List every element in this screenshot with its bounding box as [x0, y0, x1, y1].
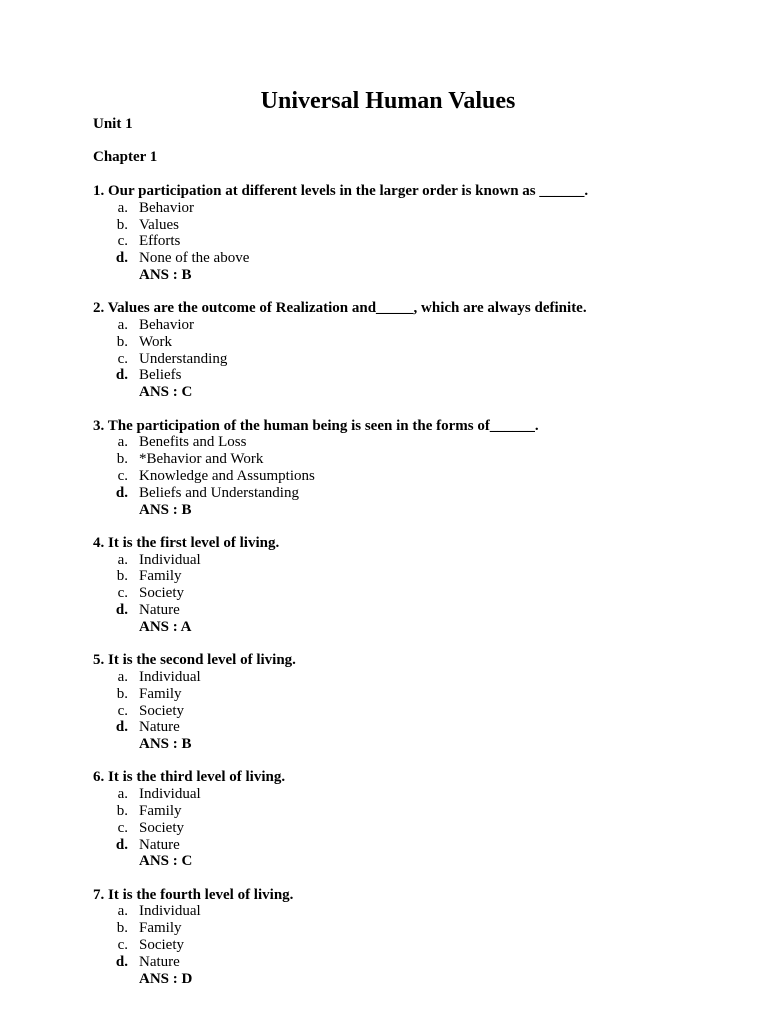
option-text: Society — [139, 702, 184, 719]
chapter-heading: Chapter 1 — [93, 149, 158, 165]
option-a — [93, 786, 733, 803]
answer-key: ANS : A — [139, 618, 192, 635]
option-letter: b. — [116, 920, 128, 937]
answer-key: ANS : B — [139, 501, 192, 518]
question-2 — [93, 300, 733, 401]
option-text: Benefits and Loss — [139, 434, 247, 451]
option-a — [93, 317, 733, 334]
option-text: Society — [139, 819, 184, 836]
option-text: Society — [139, 585, 184, 602]
question-4 — [93, 535, 733, 636]
option-b — [93, 334, 733, 351]
option-letter: b. — [116, 568, 128, 585]
option-a — [93, 552, 733, 569]
option-text: Nature — [139, 602, 180, 619]
option-letter: c. — [117, 467, 128, 484]
option-text: Nature — [139, 953, 180, 970]
answer-key: ANS : B — [139, 736, 192, 753]
option-d — [93, 719, 733, 736]
answer-key: ANS : C — [139, 853, 193, 870]
question-text: 1. Our participation at different levels in the larger order is known as ______. — [93, 183, 589, 199]
option-letter: d. — [115, 953, 128, 970]
option-letter: a. — [117, 668, 128, 685]
option-letter: c. — [117, 819, 128, 836]
option-d — [93, 837, 733, 854]
option-d — [93, 367, 733, 384]
option-c — [93, 233, 733, 250]
option-d — [93, 485, 733, 502]
option-letter: b. — [116, 216, 128, 233]
option-text: Nature — [139, 836, 180, 853]
option-a — [93, 434, 733, 451]
question-7 — [93, 887, 733, 988]
option-text: Nature — [139, 719, 180, 736]
option-b — [93, 217, 733, 234]
question-text: 4. It is the first level of living. — [93, 534, 280, 551]
option-d — [93, 954, 733, 971]
option-c — [93, 351, 733, 368]
option-letter: a. — [117, 903, 128, 920]
option-text: Knowledge and Assumptions — [139, 467, 315, 484]
option-c — [93, 820, 733, 837]
option-text: Family — [139, 568, 182, 585]
option-d — [93, 250, 733, 267]
option-b — [93, 568, 733, 585]
option-c — [93, 468, 733, 485]
option-letter: c. — [117, 937, 128, 954]
option-letter: d. — [115, 836, 128, 853]
option-text: Family — [139, 803, 182, 819]
option-text: Family — [139, 920, 182, 937]
option-b — [93, 803, 733, 820]
option-letter: b. — [116, 685, 128, 702]
option-letter: a. — [117, 317, 128, 334]
option-letter: a. — [117, 551, 128, 568]
option-text: Family — [139, 685, 182, 702]
unit-heading: Unit 1 — [93, 116, 133, 132]
option-text: Values — [139, 216, 179, 233]
option-text: Work — [139, 333, 172, 350]
question-3 — [93, 418, 733, 519]
option-b — [93, 451, 733, 468]
option-letter: b. — [116, 451, 128, 468]
option-d — [93, 602, 733, 619]
option-c — [93, 703, 733, 720]
option-letter: c. — [117, 702, 128, 719]
option-text: Beliefs and Understanding — [139, 484, 299, 501]
option-letter: a. — [117, 434, 128, 451]
answer-key: ANS : C — [139, 384, 193, 401]
question-text: 2. Values are the outcome of Realization and_____, which are always definite. — [93, 300, 587, 317]
answer-key: ANS : D — [139, 970, 193, 987]
option-c — [93, 585, 733, 602]
question-text: 5. It is the second level of living. — [93, 652, 296, 669]
question-text: 6. It is the third level of living. — [93, 769, 286, 786]
option-letter: d. — [115, 367, 128, 384]
document-title: Universal Human Values — [260, 88, 516, 114]
option-text: None of the above — [139, 250, 250, 267]
option-a — [93, 903, 733, 920]
option-letter: c. — [117, 350, 128, 367]
option-text: Individual — [139, 551, 201, 568]
option-letter: d. — [115, 602, 128, 619]
option-letter: c. — [117, 233, 128, 250]
option-letter: a. — [117, 199, 128, 216]
question-5 — [93, 652, 733, 753]
option-a — [93, 200, 733, 217]
option-letter: b. — [116, 803, 128, 819]
question-list — [93, 183, 733, 1004]
option-letter: a. — [117, 786, 128, 803]
question-text: 3. The participation of the human being is seen in the forms of______. — [93, 417, 539, 434]
answer-key: ANS : B — [139, 266, 192, 283]
option-text: Beliefs — [139, 367, 182, 384]
option-a — [93, 669, 733, 686]
question-1 — [93, 183, 733, 284]
question-text: 7. It is the fourth level of living. — [93, 886, 294, 903]
option-letter: d. — [115, 484, 128, 501]
option-b — [93, 686, 733, 703]
option-c — [93, 937, 733, 954]
option-text: Efforts — [139, 233, 181, 250]
question-6 — [93, 769, 733, 870]
option-letter: d. — [115, 250, 128, 267]
option-text: Behavior — [139, 199, 194, 216]
option-text: Individual — [139, 786, 201, 803]
option-letter: c. — [117, 585, 128, 602]
option-text: Individual — [139, 903, 201, 920]
option-text: *Behavior and Work — [139, 451, 264, 468]
option-text: Society — [139, 937, 184, 954]
option-b — [93, 920, 733, 937]
option-text: Individual — [139, 668, 201, 685]
option-letter: d. — [115, 719, 128, 736]
option-text: Behavior — [139, 317, 194, 334]
option-letter: b. — [116, 333, 128, 350]
option-text: Understanding — [139, 350, 228, 367]
